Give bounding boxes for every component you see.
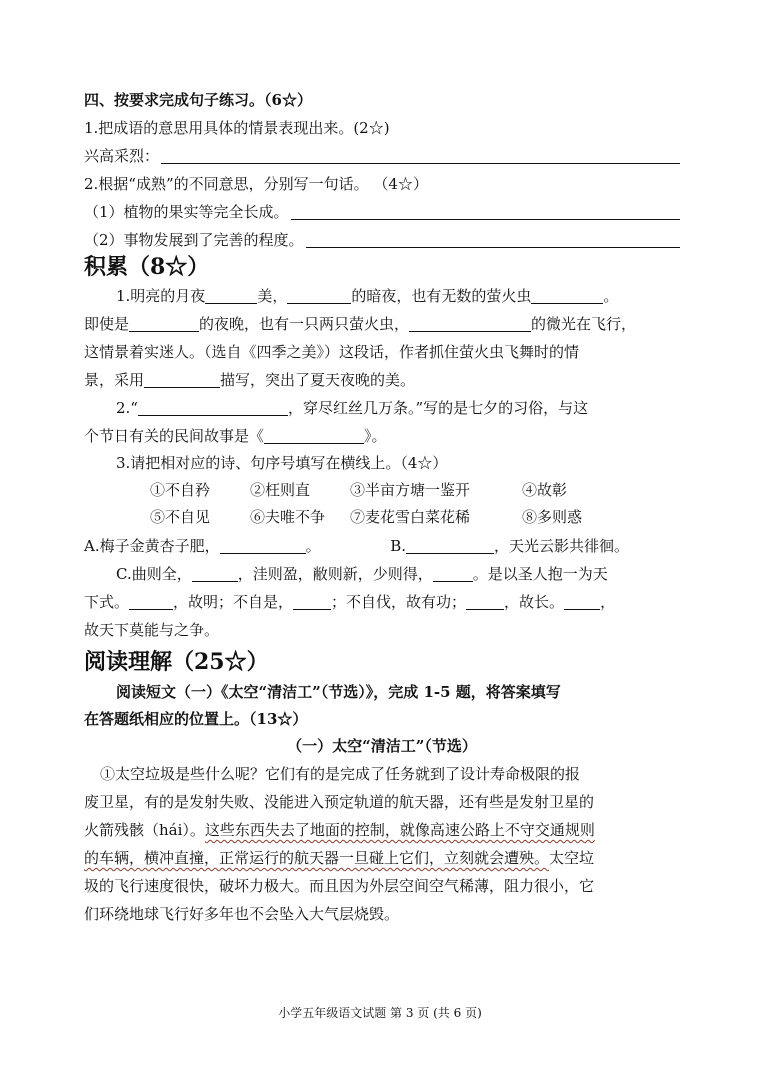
- accum-q1-line2: [84, 314, 680, 334]
- accum-line-c2: [84, 592, 680, 612]
- blank[interactable]: [138, 400, 288, 416]
- blank[interactable]: [129, 316, 199, 332]
- accum-line-a: [84, 536, 680, 556]
- text-segment: ，: [600, 593, 616, 611]
- text-segment: 即使是: [84, 315, 130, 333]
- section4-q1-blank[interactable]: [161, 148, 680, 164]
- blank[interactable]: [406, 538, 494, 554]
- text-segment: ，天光云影共徘徊。: [493, 537, 629, 555]
- option-item: ⑥夫唯不争: [250, 508, 326, 526]
- section4-q1-answer-row: [84, 146, 680, 166]
- passage-line-2: 废卫星，有的是发射失败、没能进入预定轨道的航天器，还有些是发射卫星的: [84, 793, 595, 811]
- blank[interactable]: [144, 372, 220, 388]
- section4-q2: 2.根据“成熟”的不同意思，分别写一句话。 （4☆）: [84, 175, 428, 193]
- text-segment: 。是以圣人抱一为天: [472, 565, 608, 583]
- section4-title: 四、按要求完成句子练习。（6☆）: [84, 91, 312, 109]
- text-segment: 火箭残骸（hái）。: [84, 821, 205, 839]
- section4-q2a-blank[interactable]: [291, 204, 680, 220]
- text-segment: B.: [390, 537, 406, 555]
- blank[interactable]: [205, 288, 257, 304]
- text-segment: 。: [305, 537, 321, 555]
- option-item: ⑤不自见: [150, 508, 211, 526]
- blank[interactable]: [192, 566, 238, 582]
- blank[interactable]: [287, 288, 351, 304]
- passage-line-4: [84, 848, 680, 868]
- section4-q1: 1.把成语的意思用具体的情景表现出来。(2☆): [84, 119, 390, 137]
- option-item: ③半亩方塘一鉴开: [350, 481, 471, 499]
- text-segment: ，洼则盈，敝则新，少则得，: [237, 565, 433, 583]
- options-row-1: [150, 480, 622, 500]
- accum-q1-line4: [84, 370, 680, 390]
- reading-title: 阅读理解（25☆）: [84, 649, 269, 675]
- accum-line-c1: [84, 564, 680, 584]
- text-segment: 的夜晚，也有一只两只萤火虫，: [199, 315, 410, 333]
- option-item: ①不自矜: [150, 481, 211, 499]
- text-segment: 美，: [257, 287, 288, 305]
- text-segment: ；不自伐，故有功；: [331, 593, 467, 611]
- blank[interactable]: [433, 566, 473, 582]
- accum-title: 积累（8☆）: [84, 254, 210, 280]
- wavy-underlined-text: 这些东西失去了地面的控制，就像高速公路上不守交通规则: [204, 821, 595, 839]
- text-segment: 2.“: [116, 399, 138, 417]
- blank[interactable]: [564, 594, 600, 610]
- text-segment: 描写，突出了夏天夜晚的美。: [220, 371, 416, 389]
- passage-line-5: 圾的飞行速度很快，破坏力极大。而且因为外层空间空气稀薄，阻力很小，它: [84, 877, 595, 895]
- text-segment: 景，采用: [84, 371, 145, 389]
- passage-line-6: 们环绕地球飞行好多年也不会坠入大气层烧毁。: [84, 905, 400, 923]
- accum-q1-line3: 这情景着实迷人。（选自《四季之美》）这段话，作者抓住萤火虫飞舞时的情: [84, 343, 580, 361]
- option-item: ⑧多则惑: [522, 508, 583, 526]
- options-row-2: [150, 507, 622, 527]
- option-item: ②枉则直: [250, 481, 311, 499]
- text-segment: 的微光在飞行，: [531, 315, 637, 333]
- option-item: ⑦麦花雪白菜花稀: [350, 508, 471, 526]
- text-segment: 个节日有关的民间故事是《: [84, 427, 265, 445]
- passage-title: （一）太空“清洁工”（节选）: [287, 737, 477, 755]
- blank[interactable]: [293, 594, 331, 610]
- section4-q2a-label: （1）植物的果实等完全长成。: [84, 203, 289, 221]
- text-segment: ，故明；不自是，: [173, 593, 294, 611]
- blank[interactable]: [466, 594, 504, 610]
- accum-line-c3: 故天下莫能与之争。: [84, 621, 220, 639]
- accum-q2-line2: [84, 426, 680, 446]
- section4-q1-label: 兴高采烈：: [84, 147, 160, 165]
- blank[interactable]: [409, 316, 531, 332]
- option-item: ④故彰: [522, 481, 568, 499]
- accum-q2-line1: [84, 398, 680, 418]
- text-segment: 的暗夜，也有无数的萤火虫: [351, 287, 532, 305]
- text-segment: 》。: [364, 427, 387, 445]
- accum-q3: 3.请把相对应的诗、句序号填写在横线上。（4☆）: [116, 454, 448, 472]
- text-segment: 。: [603, 287, 619, 305]
- passage-line-3: [84, 820, 680, 840]
- page-footer: 小学五年级语文试题 第 3 页 (共 6 页): [278, 1006, 482, 1020]
- passage-line-1: ①太空垃圾是些什么呢？它们有的是完成了任务就到了设计寿命极限的报: [100, 765, 581, 783]
- section4-q2b-blank[interactable]: [306, 232, 680, 248]
- text-segment: C.曲则全，: [116, 565, 192, 583]
- blank[interactable]: [531, 288, 603, 304]
- text-segment: 太空垃: [549, 849, 595, 867]
- section4-q2a-row: [84, 202, 680, 222]
- text-segment: A.梅子金黄杏子肥，: [84, 537, 220, 555]
- section4-q2b-label: （2）事物发展到了完善的程度。: [84, 231, 304, 249]
- blank[interactable]: [220, 538, 306, 554]
- text-segment: 下式。: [84, 593, 130, 611]
- text-segment: 1.明亮的月夜: [116, 287, 206, 305]
- reading-intro-line1: 阅读短文（一）《太空“清洁工”（节选）》，完成 1-5 题，将答案填写: [116, 683, 561, 701]
- reading-intro-line2: 在答题纸相应的位置上。（13☆）: [84, 710, 308, 728]
- wavy-underlined-text: 的车辆，横冲直撞，正常运行的航天器一旦碰上它们，立刻就会遭殃。: [84, 849, 550, 867]
- text-segment: ，故长。: [504, 593, 565, 611]
- accum-q1-line1: [84, 286, 680, 306]
- blank[interactable]: [129, 594, 173, 610]
- blank[interactable]: [264, 428, 364, 444]
- section4-q2b-row: [84, 230, 680, 250]
- text-segment: ，穿尽红丝几万条。”写的是七夕的习俗，与这: [287, 399, 589, 417]
